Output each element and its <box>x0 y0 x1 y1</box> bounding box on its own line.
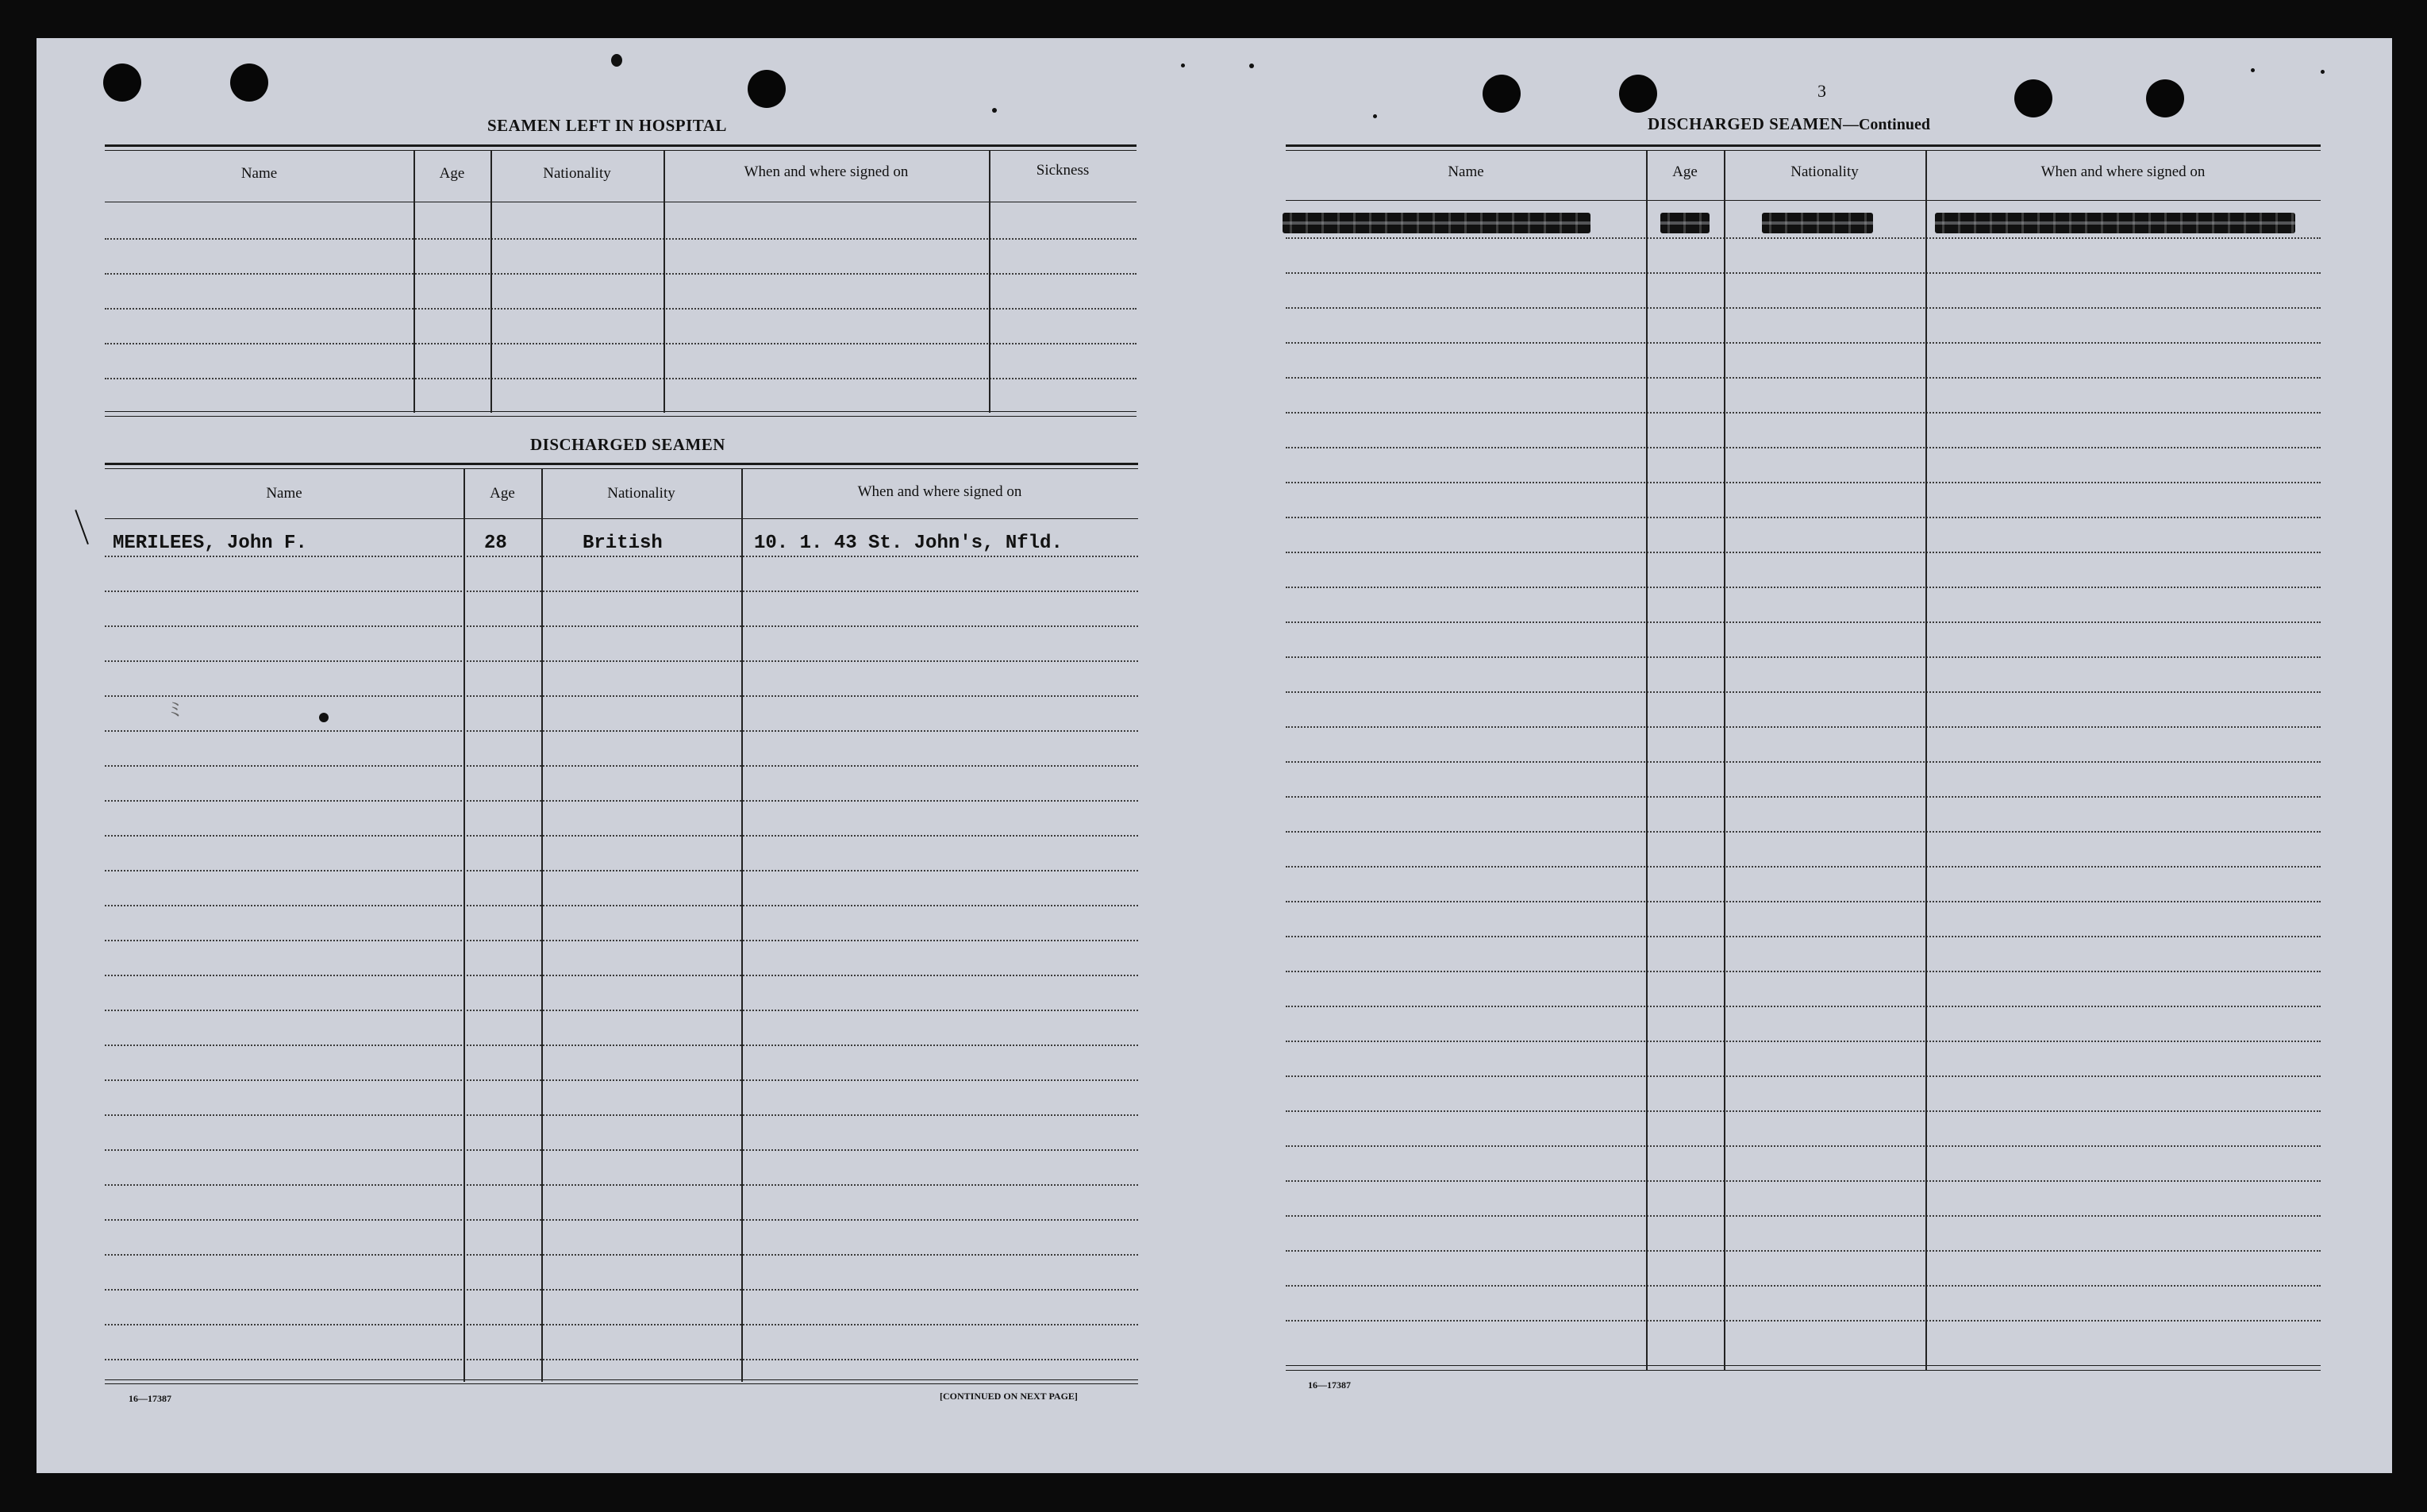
discharged-continued-table <box>1286 144 2321 1373</box>
col-header-age: Age <box>1672 164 1698 180</box>
discharged-section-title: DISCHARGED SEAMEN <box>530 435 725 454</box>
punch-hole <box>748 70 786 108</box>
ink-speck <box>1373 114 1377 118</box>
col-header-signed-on: When and where signed on <box>857 483 1022 500</box>
col-header-signed-on: When and where signed on <box>2040 164 2206 180</box>
discharged-table <box>105 463 1138 1385</box>
col-header-sickness: Sickness <box>1036 162 1090 179</box>
redacted-name <box>1283 213 1590 233</box>
form-number: 16—17387 <box>1308 1379 1351 1391</box>
hospital-table <box>105 144 1137 419</box>
pencil-smudge: ﾐ <box>170 698 181 721</box>
punch-hole <box>103 63 141 102</box>
seaman-age: 28 <box>484 533 507 554</box>
col-header-name: Name <box>1448 164 1484 180</box>
punch-hole <box>1619 75 1657 113</box>
punch-hole <box>2014 79 2052 117</box>
discharged-continued-title-main: DISCHARGED SEAMEN <box>1648 114 1843 133</box>
ink-speck <box>2321 70 2325 74</box>
seaman-nationality: British <box>583 533 663 554</box>
form-number: 16—17387 <box>129 1393 171 1404</box>
hospital-section-title: SEAMEN LEFT IN HOSPITAL <box>487 116 727 135</box>
discharged-continued-title <box>1648 114 1930 134</box>
col-header-signed-on: When and where signed on <box>744 164 909 180</box>
redacted-signed-on <box>1935 213 2295 233</box>
ink-speck <box>319 713 329 722</box>
col-header-nationality: Nationality <box>1790 164 1859 180</box>
col-header-name: Name <box>266 485 302 502</box>
redacted-age <box>1660 213 1710 233</box>
page-number: 3 <box>1817 81 1826 101</box>
redacted-nationality <box>1762 213 1873 233</box>
ink-speck <box>611 54 622 67</box>
seaman-signed-on: 10. 1. 43 St. John's, Nfld. <box>754 533 1063 554</box>
col-header-age: Age <box>439 165 465 182</box>
ink-speck <box>992 108 997 113</box>
col-header-name: Name <box>240 165 278 182</box>
punch-hole <box>230 63 268 102</box>
continued-note: [CONTINUED ON NEXT PAGE] <box>940 1391 1078 1402</box>
punch-hole <box>1483 75 1521 113</box>
col-header-nationality: Nationality <box>543 165 611 182</box>
seaman-name: MERILEES, John F. <box>113 533 307 554</box>
ink-speck <box>2251 68 2255 72</box>
col-header-age: Age <box>490 485 515 502</box>
ink-speck <box>1249 63 1254 68</box>
discharged-continued-title-suffix: —Continued <box>1842 116 1930 133</box>
ink-speck <box>1181 63 1185 67</box>
col-header-nationality: Nationality <box>607 485 675 502</box>
punch-hole <box>2146 79 2184 117</box>
